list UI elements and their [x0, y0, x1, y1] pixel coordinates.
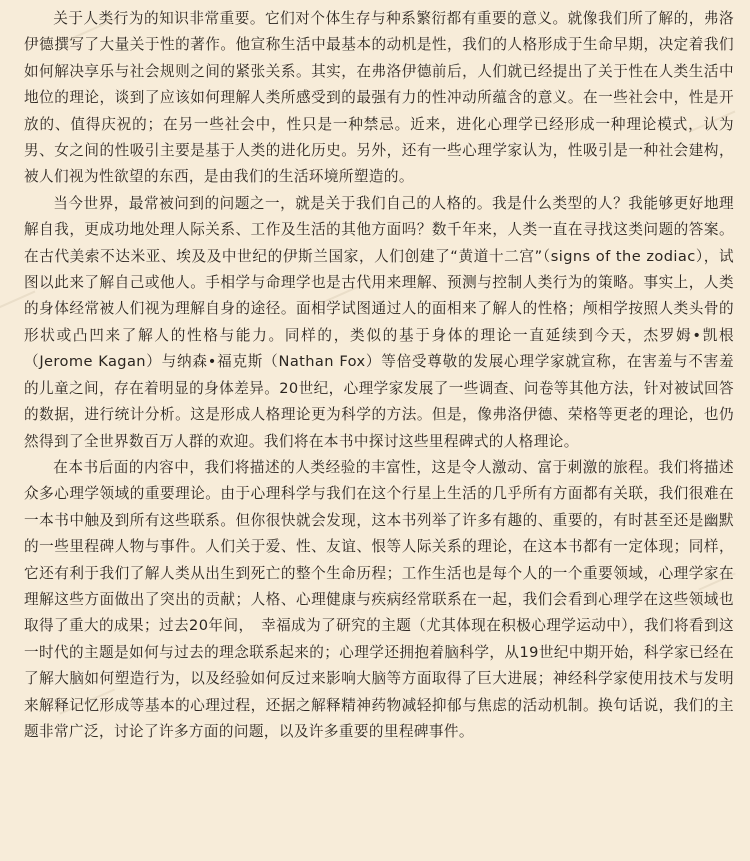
paragraph-1: 关于人类行为的知识非常重要。它们对个体生存与种系繁衍都有重要的意义。就像我们所了解的，弗洛伊德撰写了大量关于性的著作。他宣称生活中最基本的动机是性，我们的人格形成于生命早期，决定着我们如何解决享乐与社会规则之间的紧张关系。其实，在弗洛伊德前后，人们就已经提出了关于性在人类生活中地位的理论，谈到了应该如何理解人类所感受到的最强有力的性冲动所蕴含的意义。在一些社会中，性是开放的、值得庆祝的；在另一些社会中，性只是一种禁忌。近来，进化心理学已经形成一种理论模式，认为男、女之间的性吸引主要是基于人类的进化历史。另外，还有一些心理学家认为，性吸引是一种社会建构，被人们视为性欲望的东西，是由我们的生活环境所塑造的。 — [24, 10, 734, 186]
paragraph-2: 当今世界，最常被问到的问题之一，就是关于我们自己的人格的。我是什么类型的人？我能够更好地理解自我，更成功地处理人际关系、工作及生活的其他方面吗？数千年来，人类一直在寻找这类问题的答案。在古代美索不达米亚、埃及及中世纪的伊斯兰国家，人们创建了“黄道十二宫”（signs of the zodiac），试图以此来了解自己或他人。手相学与命理学也是古代用来理解、预测与控制人类行为的策略。事实上，人类的身体经常被人们视为理解自身的途径。面相学试图通过人的面相来了解人的性格；颅相学按照人类头骨的形状或凸凹来了解人的性格与能力。同样的，类似的基于身体的理论一直延续到今天，杰罗姆•凯根（Jerome Kagan）与纳森•福克斯（Nathan Fox）等倍受尊敬的发展心理学家就宣称，在害羞与不害羞的儿童之间，存在着明显的身体差异。20世纪，心理学家发展了一些调查、问卷等其他方法，针对被试回答的数据，进行统计分析。这是形成人格理论更为科学的方法。但是，像弗洛伊德、荣格等更老的理论，也仍然得到了全世界数百万人群的欢迎。我们将在本书中探讨这些里程碑式的人格理论。 — [24, 194, 734, 450]
paragraph-3: 在本书后面的内容中，我们将描述的人类经验的丰富性，这是令人激动、富于刺激的旅程。我们将描述众多心理学领域的重要理论。由于心理科学与我们在这个行星上生活的几乎所有方面都有关联，我们很难在一本书中触及到所有这些联系。但你很快就会发现，这本书列举了许多有趣的、重要的，有时甚至还是幽默的一些里程碑人物与事件。人们关于爱、性、友谊、恨等人际关系的理论，在这本书都有一定体现；同样，它还有利于我们了解人类从出生到死亡的整个生命历程；工作生活也是每个人的一个重要领域，心理学家在理解这些方面做出了突出的贡献；人格、心理健康与疾病经常联系在一起，我们会看到心理学在这些领域也取得了重大的成果；过去20年间， 幸福成为了研究的主题（尤其体现在积极心理学运动中），我们将看到这一时代的主题是如何与过去的理念联系起来的；心理学还拥抱着脑科学，从19世纪中期开始，科学家已经在了解大脑如何塑造行为，以及经验如何反过来影响大脑等方面取得了巨大进展；神经科学家使用技术与发明来解释记忆形成等基本的心理过程，还据之解释精神药物减轻抑郁与焦虑的活动机制。换句话说，我们的主题非常广泛，讨论了许多方面的问题，以及许多重要的里程碑事件。 — [24, 458, 734, 740]
